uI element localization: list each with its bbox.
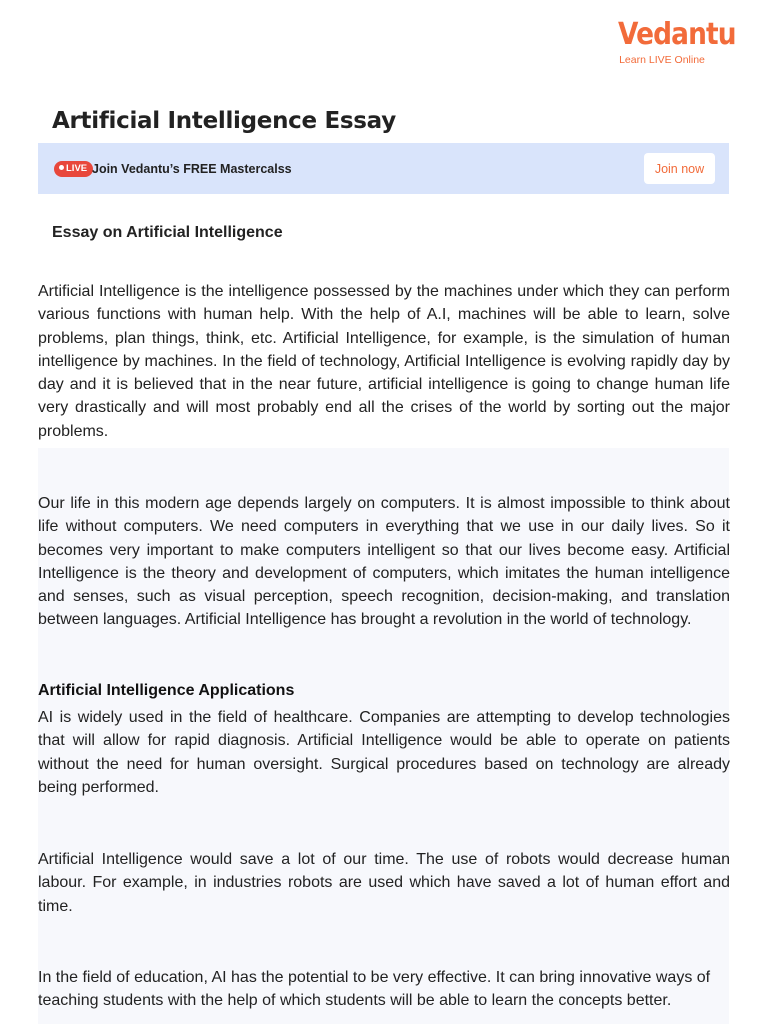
logo-wordmark: Vedantu	[618, 17, 736, 52]
logo-tagline: Learn LIVE Online	[619, 54, 705, 66]
live-badge	[54, 161, 93, 177]
join-now-button[interactable]: Join now	[644, 153, 715, 184]
live-dot-icon	[59, 165, 64, 170]
essay-paragraph-2: Our life in this modern age depends largely on computers. It is almost impossible to think about life without computers. We need computers in everything that we use in our daily lives. So it becomes very important to make computers intelligent so that our lives become easy. Artificial Intelligence is the theory and development of computers, which imitates the human intelligence and senses, such as visual perception, speech recognition, decision-making, and translation between languages. Artificial Intelligence has brought a revolution in the world of technology.	[38, 495, 730, 629]
page-title: Artificial Intelligence Essay	[52, 108, 396, 134]
masterclass-banner	[38, 143, 729, 194]
applications-paragraph-3: In the field of education, AI has the potential to be very effective. It can bring innovative ways of teaching students with the help of which students will be able to learn the concepts better.	[38, 969, 711, 1010]
applications-heading: Artificial Intelligence Applications	[38, 682, 295, 699]
applications-paragraph-2: Artificial Intelligence would save a lot of our time. The use of robots would decrease human labour. For example, in industries robots are used which have saved a lot of human effort and time.	[38, 851, 730, 915]
essay-heading: Essay on Artificial Intelligence	[52, 224, 283, 241]
essay-paragraph-1: Artificial Intelligence is the intelligence possessed by the machines under which they can perform various functions with human help. With the help of A.I, machines will be able to learn, solve problems, plan things, think, etc. Artificial Intelligence, for example, is the simulation of human intelligence by machines. In the field of technology, Artificial Intelligence is evolving rapidly day by day and it is believed that in the near future, artificial intelligence is going to change human life very drastically and will most probably end all the crises of the world by sorting out the major problems.	[38, 283, 730, 440]
vedantu-logo[interactable]	[612, 17, 736, 66]
banner-text: Join Vedantu’s FREE Mastercalss	[92, 162, 292, 176]
live-badge-label: LIVE	[66, 163, 88, 174]
applications-paragraph-1: AI is widely used in the field of healthcare. Companies are attempting to develop technologies that will allow for rapid diagnosis. Artificial Intelligence would be able to operate on patients without the need for human oversight. Surgical procedures based on technology are already being performed.	[38, 709, 730, 796]
